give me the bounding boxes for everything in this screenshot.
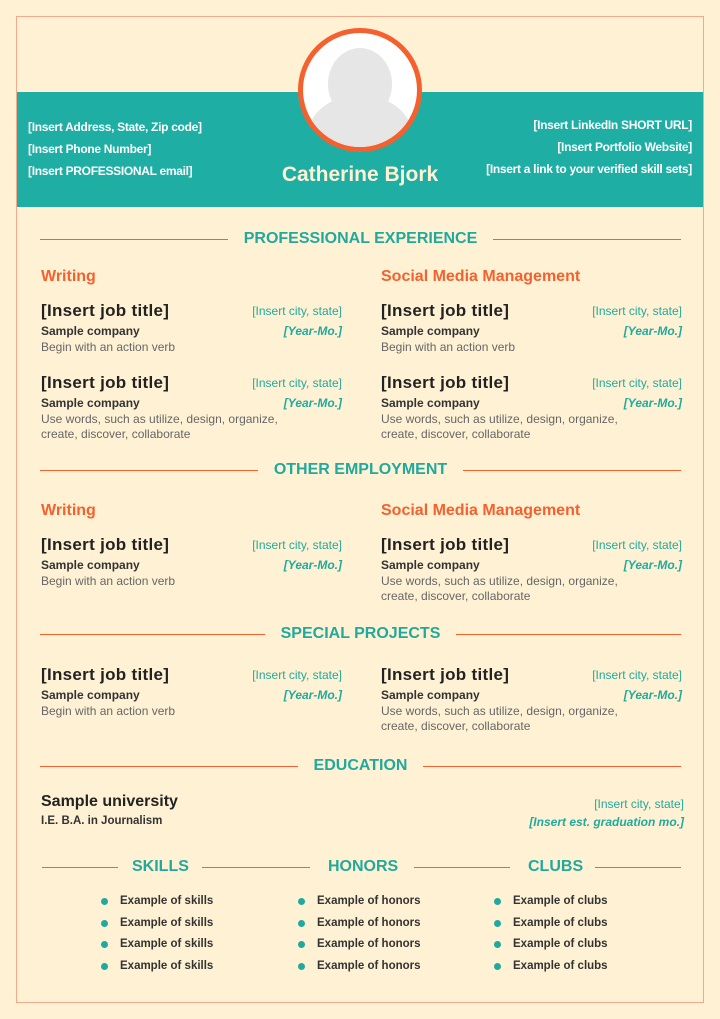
category-writing: Writing bbox=[41, 502, 96, 519]
honors-title: HONORS bbox=[328, 858, 399, 875]
job-location: [Insert city, state] bbox=[592, 304, 682, 318]
contact-left bbox=[28, 116, 202, 182]
degree: I.E. B.A. in Journalism bbox=[41, 815, 163, 827]
job-date: [Year-Mo.] bbox=[623, 396, 682, 410]
job-location: [Insert city, state] bbox=[252, 304, 342, 318]
list-item: Example of honors bbox=[317, 938, 421, 950]
company-name: Sample company bbox=[41, 324, 140, 338]
section-title: SPECIAL PROJECTS bbox=[280, 625, 441, 642]
job-location: [Insert city, state] bbox=[592, 376, 682, 390]
company-name: Sample company bbox=[381, 558, 480, 572]
profile-photo bbox=[298, 28, 422, 152]
job-entry bbox=[41, 300, 342, 370]
job-date: [Year-Mo.] bbox=[623, 688, 682, 702]
list-item: Example of clubs bbox=[513, 917, 608, 929]
job-location: [Insert city, state] bbox=[252, 668, 342, 682]
job-location: [Insert city, state] bbox=[252, 376, 342, 390]
job-title: [Insert job title] bbox=[381, 665, 510, 684]
clubs-title: CLUBS bbox=[528, 858, 584, 875]
list-item: Example of clubs bbox=[513, 960, 608, 972]
job-title: [Insert job title] bbox=[381, 535, 510, 554]
company-name: Sample company bbox=[381, 688, 480, 702]
list-item: Example of skills bbox=[120, 917, 214, 929]
section-education bbox=[40, 756, 681, 776]
job-description: Use words, such as utilize, design, organize, create, discover, collaborate bbox=[41, 412, 278, 441]
school-city: [Insert city, state] bbox=[594, 797, 684, 811]
job-title: [Insert job title] bbox=[381, 373, 510, 392]
bullet-icon bbox=[494, 941, 501, 948]
email: [Insert PROFESSIONAL email] bbox=[28, 164, 193, 178]
job-entry bbox=[41, 372, 342, 442]
graduation-date: [Insert est. graduation mo.] bbox=[529, 815, 684, 829]
portfolio: [Insert Portfolio Website] bbox=[557, 140, 692, 154]
job-date: [Year-Mo.] bbox=[623, 558, 682, 572]
job-title: [Insert job title] bbox=[41, 535, 170, 554]
contact-right bbox=[486, 114, 692, 180]
bullet-icon bbox=[298, 963, 305, 970]
job-location: [Insert city, state] bbox=[592, 538, 682, 552]
list-item: Example of clubs bbox=[513, 938, 608, 950]
job-title: [Insert job title] bbox=[41, 373, 170, 392]
job-description: Use words, such as utilize, design, organize, create, discover, collaborate bbox=[381, 412, 618, 441]
skills-title: SKILLS bbox=[132, 858, 189, 875]
category-writing: Writing bbox=[41, 268, 96, 285]
job-date: [Year-Mo.] bbox=[283, 558, 342, 572]
list-item: Example of honors bbox=[317, 895, 421, 907]
school-name: Sample university bbox=[41, 793, 178, 810]
job-entry bbox=[41, 664, 342, 734]
bullet-icon bbox=[494, 898, 501, 905]
bullet-icon bbox=[101, 963, 108, 970]
job-entry bbox=[381, 534, 682, 604]
skills-link: [Insert a link to your verified skill sets] bbox=[486, 162, 692, 176]
bullet-icon bbox=[101, 898, 108, 905]
section-special-projects bbox=[40, 624, 681, 644]
job-description: Use words, such as utilize, design, organize, create, discover, collaborate bbox=[381, 574, 618, 603]
company-name: Sample company bbox=[41, 688, 140, 702]
linkedin: [Insert LinkedIn SHORT URL] bbox=[533, 118, 692, 132]
section-title: PROFESSIONAL EXPERIENCE bbox=[243, 230, 478, 247]
list-item: Example of skills bbox=[120, 895, 214, 907]
company-name: Sample company bbox=[381, 324, 480, 338]
phone: [Insert Phone Number] bbox=[28, 142, 152, 156]
job-description: Begin with an action verb bbox=[381, 340, 516, 354]
job-date: [Year-Mo.] bbox=[283, 324, 342, 338]
job-entry bbox=[381, 300, 682, 370]
company-name: Sample company bbox=[381, 396, 480, 410]
job-location: [Insert city, state] bbox=[592, 668, 682, 682]
avatar-body-icon bbox=[308, 95, 412, 152]
bullet-icon bbox=[298, 941, 305, 948]
list-item: Example of clubs bbox=[513, 895, 608, 907]
job-title: [Insert job title] bbox=[41, 665, 170, 684]
section-experience bbox=[40, 229, 681, 249]
job-description: Begin with an action verb bbox=[41, 704, 176, 718]
job-description: Begin with an action verb bbox=[41, 340, 176, 354]
category-social: Social Media Management bbox=[381, 502, 581, 519]
company-name: Sample company bbox=[41, 396, 140, 410]
candidate-name: Catherine Bjork bbox=[281, 163, 439, 186]
list-item: Example of honors bbox=[317, 917, 421, 929]
job-title: [Insert job title] bbox=[41, 301, 170, 320]
job-location: [Insert city, state] bbox=[252, 538, 342, 552]
section-title: EDUCATION bbox=[313, 757, 408, 774]
job-date: [Year-Mo.] bbox=[283, 396, 342, 410]
job-date: [Year-Mo.] bbox=[283, 688, 342, 702]
section-other-employment bbox=[40, 460, 681, 480]
job-title: [Insert job title] bbox=[381, 301, 510, 320]
job-description: Use words, such as utilize, design, organize, create, discover, collaborate bbox=[381, 704, 618, 733]
job-entry bbox=[41, 534, 342, 604]
bullet-icon bbox=[101, 941, 108, 948]
section-title: OTHER EMPLOYMENT bbox=[273, 461, 448, 478]
list-item: Example of skills bbox=[120, 938, 214, 950]
job-entry bbox=[381, 664, 682, 734]
bullet-icon bbox=[298, 898, 305, 905]
bullet-icon bbox=[298, 920, 305, 927]
job-date: [Year-Mo.] bbox=[623, 324, 682, 338]
category-social: Social Media Management bbox=[381, 268, 581, 285]
list-item: Example of honors bbox=[317, 960, 421, 972]
company-name: Sample company bbox=[41, 558, 140, 572]
address: [Insert Address, State, Zip code] bbox=[28, 120, 202, 134]
job-entry bbox=[381, 372, 682, 442]
job-description: Begin with an action verb bbox=[41, 574, 176, 588]
list-item: Example of skills bbox=[120, 960, 214, 972]
bullet-icon bbox=[494, 920, 501, 927]
bullet-icon bbox=[494, 963, 501, 970]
bullet-icon bbox=[101, 920, 108, 927]
